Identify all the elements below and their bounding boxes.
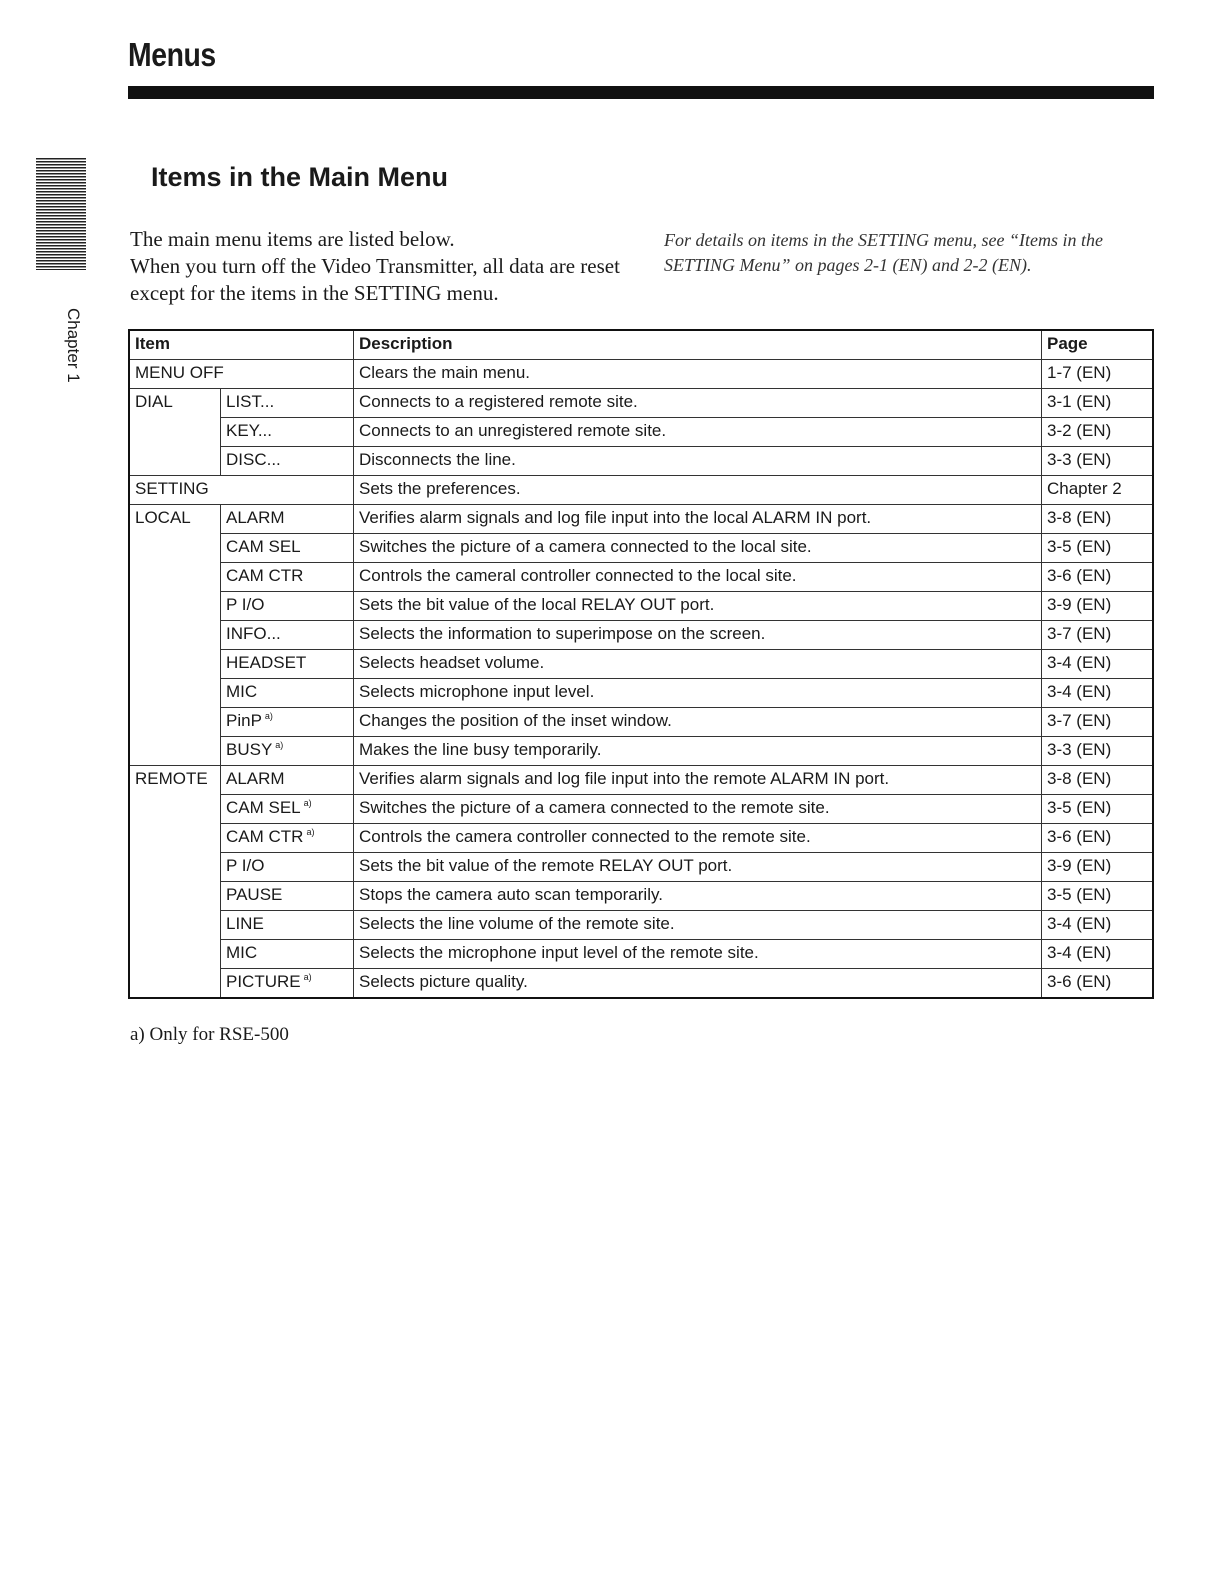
page-cell: 3-3 (EN): [1042, 737, 1154, 766]
item-cell: [221, 650, 354, 679]
table-header-row: [129, 330, 1153, 360]
page-cell: 3-4 (EN): [1042, 911, 1154, 940]
page-cell: 3-3 (EN): [1042, 447, 1154, 476]
table-row: [129, 592, 1153, 621]
description-cell: Makes the line busy temporarily.: [354, 737, 1042, 766]
page-cell: 3-5 (EN): [1042, 795, 1154, 824]
header-description: Description: [354, 330, 1042, 360]
description-cell: Connects to an unregistered remote site.: [354, 418, 1042, 447]
description-cell: Switches the picture of a camera connected to the local site.: [354, 534, 1042, 563]
table-row: [129, 766, 1153, 795]
page-heading: Items in the Main Menu: [151, 162, 449, 192]
item-label: P I/O: [226, 856, 265, 875]
item-cell: [221, 418, 354, 447]
table-row: [129, 679, 1153, 708]
page-cell: 3-9 (EN): [1042, 853, 1154, 882]
description-cell: Selects the line volume of the remote site.: [354, 911, 1042, 940]
item-cell: [221, 795, 354, 824]
page-cell: 3-8 (EN): [1042, 505, 1154, 534]
description-cell: Switches the picture of a camera connected to the remote site.: [354, 795, 1042, 824]
item-cell: [221, 824, 354, 853]
table-row: [129, 418, 1153, 447]
item-label: BUSY: [226, 740, 273, 759]
table-row: [129, 853, 1153, 882]
item-label: MIC: [226, 943, 258, 962]
description-cell: Sets the bit value of the local RELAY OUT port.: [354, 592, 1042, 621]
table-row: [129, 360, 1153, 389]
item-label: LIST...: [226, 392, 275, 411]
table-row: [129, 621, 1153, 650]
description-cell: Sets the bit value of the remote RELAY OUT port.: [354, 853, 1042, 882]
footnote-marker: a): [275, 740, 284, 751]
page-cell: 3-5 (EN): [1042, 534, 1154, 563]
item-label: HEADSET: [226, 653, 307, 672]
table-row: [129, 447, 1153, 476]
page-cell: 3-7 (EN): [1042, 621, 1154, 650]
item-label: INFO...: [226, 624, 281, 643]
group-cell: MENU OFF: [129, 360, 354, 389]
description-cell: Selects headset volume.: [354, 650, 1042, 679]
description-cell: Verifies alarm signals and log file input into the local ALARM IN port.: [354, 505, 1042, 534]
page-cell: 3-4 (EN): [1042, 679, 1154, 708]
item-cell: [221, 737, 354, 766]
item-cell: [221, 679, 354, 708]
item-cell: [221, 940, 354, 969]
description-cell: Verifies alarm signals and log file input into the remote ALARM IN port.: [354, 766, 1042, 795]
table-row: [129, 708, 1153, 737]
table-row: [129, 940, 1153, 969]
header-page: Page: [1042, 330, 1154, 360]
item-label: PinP: [226, 711, 262, 730]
description-cell: Connects to a registered remote site.: [354, 389, 1042, 418]
page-cell: 3-9 (EN): [1042, 592, 1154, 621]
table-row: [129, 824, 1153, 853]
table-row: [129, 534, 1153, 563]
table-row: [129, 795, 1153, 824]
page-cell: 3-5 (EN): [1042, 882, 1154, 911]
page-cell: 3-4 (EN): [1042, 650, 1154, 679]
table-row: [129, 389, 1153, 418]
page-cell: 3-6 (EN): [1042, 824, 1154, 853]
group-cell: LOCAL: [129, 505, 221, 766]
item-label: PICTURE: [226, 972, 301, 991]
chapter-tab: Chapter 1: [64, 308, 83, 383]
page-cell: 3-6 (EN): [1042, 969, 1154, 999]
item-cell: [221, 447, 354, 476]
description-cell: Stops the camera auto scan temporarily.: [354, 882, 1042, 911]
page-cell: 3-1 (EN): [1042, 389, 1154, 418]
item-label: MIC: [226, 682, 258, 701]
page-cell: 3-8 (EN): [1042, 766, 1154, 795]
page-cell: 3-7 (EN): [1042, 708, 1154, 737]
header-item: Item: [129, 330, 354, 360]
item-cell: [221, 766, 354, 795]
item-label: LINE: [226, 914, 264, 933]
table-row: [129, 969, 1153, 999]
group-cell: SETTING: [129, 476, 354, 505]
description-cell: Clears the main menu.: [354, 360, 1042, 389]
group-cell: DIAL: [129, 389, 221, 476]
table-row: [129, 911, 1153, 940]
item-label: ALARM: [226, 508, 285, 527]
footnote-marker: a): [264, 711, 273, 722]
page-cell: 3-2 (EN): [1042, 418, 1154, 447]
item-cell: [221, 563, 354, 592]
item-cell: [221, 621, 354, 650]
chapter-index-marks: [36, 158, 86, 270]
item-cell: [221, 592, 354, 621]
page-cell: Chapter 2: [1042, 476, 1154, 505]
item-cell: [221, 882, 354, 911]
intro-text: [130, 226, 630, 307]
item-cell: [221, 708, 354, 737]
item-cell: [221, 389, 354, 418]
item-label: P I/O: [226, 595, 265, 614]
page-cell: 3-4 (EN): [1042, 940, 1154, 969]
description-cell: Selects the information to superimpose on the screen.: [354, 621, 1042, 650]
description-cell: Selects the microphone input level of the remote site.: [354, 940, 1042, 969]
title-rule: [128, 86, 1154, 99]
item-label: PAUSE: [226, 885, 283, 904]
item-label: CAM SEL: [226, 537, 301, 556]
page-cell: 3-6 (EN): [1042, 563, 1154, 592]
item-label: KEY...: [226, 421, 272, 440]
page-cell: 1-7 (EN): [1042, 360, 1154, 389]
item-cell: [221, 853, 354, 882]
footnote-marker: a): [306, 827, 315, 838]
item-cell: [221, 505, 354, 534]
table-row: [129, 650, 1153, 679]
item-cell: [221, 969, 354, 999]
description-cell: Controls the cameral controller connected to the local site.: [354, 563, 1042, 592]
table-row: [129, 505, 1153, 534]
table-row: [129, 882, 1153, 911]
table-row: [129, 737, 1153, 766]
footnote-marker: a): [303, 972, 312, 983]
item-cell: [221, 534, 354, 563]
setting-menu-note: For details on items in the SETTING menu, see “Items in the SETTING Menu” on pages 2-1 (EN) and 2-2 (EN).: [664, 230, 1103, 275]
description-cell: Disconnects the line.: [354, 447, 1042, 476]
description-cell: Controls the camera controller connected to the remote site.: [354, 824, 1042, 853]
footnote: a) Only for RSE-500: [130, 1024, 289, 1045]
table-row: [129, 563, 1153, 592]
main-menu-table: [128, 329, 1154, 999]
table-row: [129, 476, 1153, 505]
item-label: DISC...: [226, 450, 281, 469]
item-label: CAM CTR: [226, 566, 304, 585]
description-cell: Selects picture quality.: [354, 969, 1042, 999]
item-label: ALARM: [226, 769, 285, 788]
intro-line-1: The main menu items are listed below.: [130, 227, 455, 251]
description-cell: Sets the preferences.: [354, 476, 1042, 505]
description-cell: Selects microphone input level.: [354, 679, 1042, 708]
group-cell: REMOTE: [129, 766, 221, 999]
section-title: Menus: [128, 36, 216, 73]
footnote-marker: a): [303, 798, 312, 809]
description-cell: Changes the position of the inset window.: [354, 708, 1042, 737]
item-label: CAM CTR: [226, 827, 304, 846]
intro-line-2: When you turn off the Video Transmitter, all data are reset except for the items in the SETTING menu.: [130, 254, 620, 305]
item-label: CAM SEL: [226, 798, 301, 817]
item-cell: [221, 911, 354, 940]
